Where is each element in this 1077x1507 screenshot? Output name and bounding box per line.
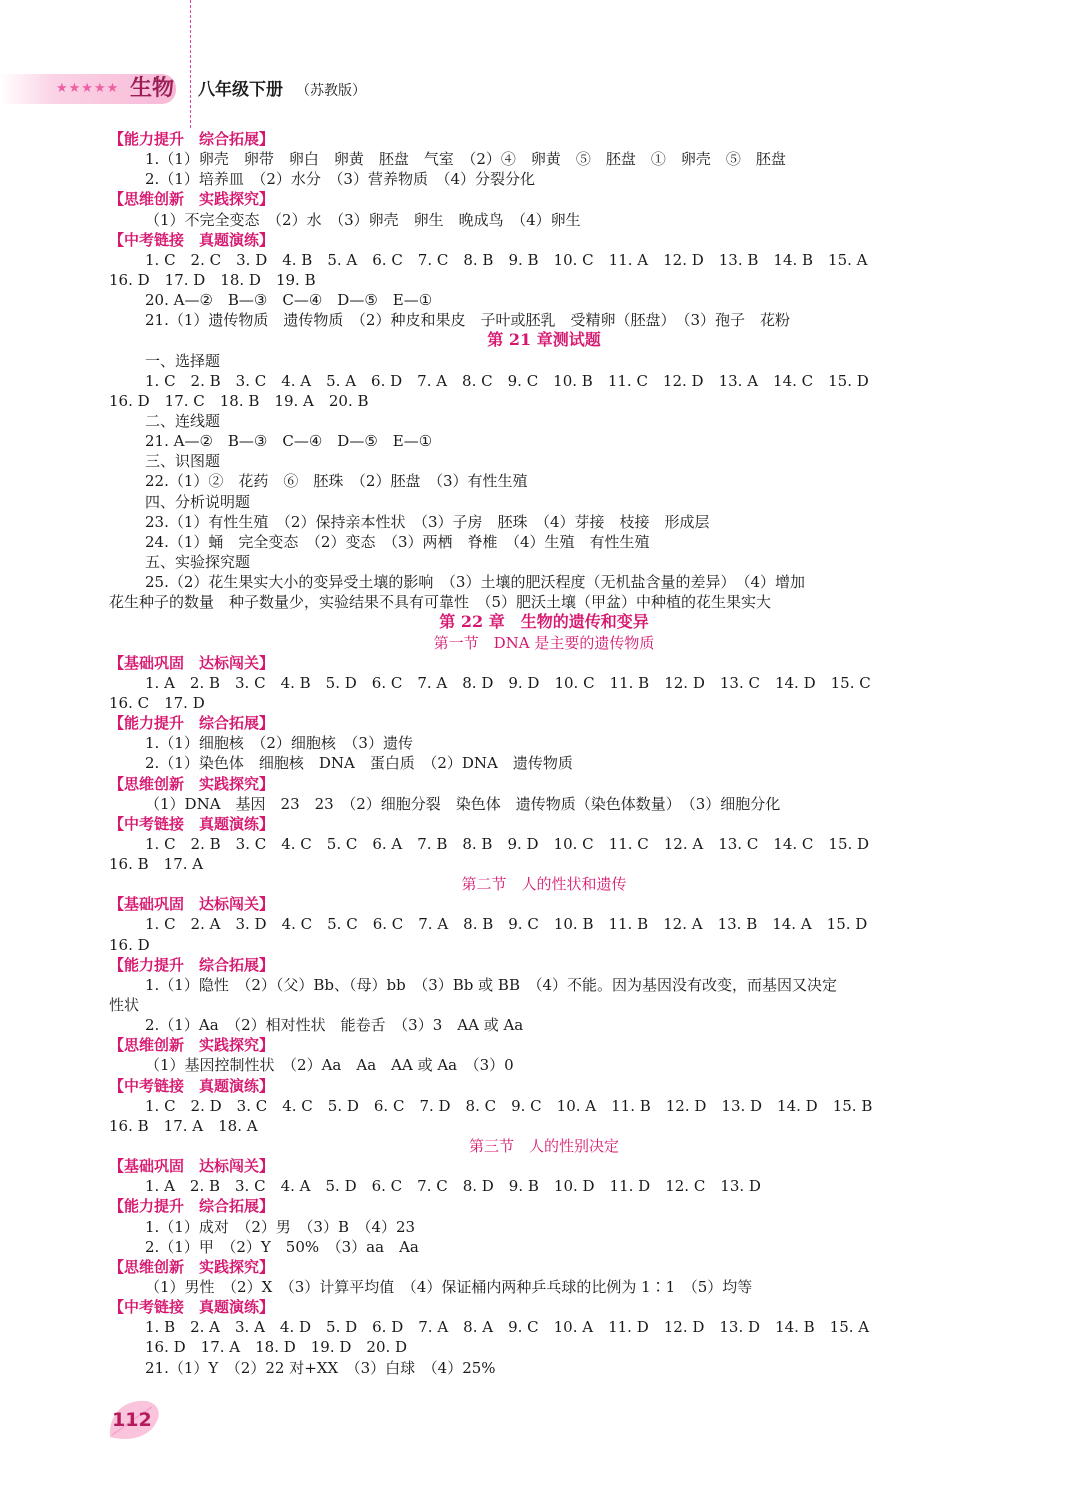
section-heading: 【能力提升 综合拓展】 <box>109 1197 275 1216</box>
answer-line: 16. D 17. A 18. D 19. D 20. D <box>145 1338 408 1357</box>
answer-line: 21. A—② B—③ C—④ D—⑤ E—① <box>145 432 433 451</box>
section-heading: 【思维创新 实践探究】 <box>109 774 275 793</box>
subchapter-title: 第二节 人的性状和遗传 <box>461 875 627 894</box>
answer-line-continued: 16. B 17. A <box>109 855 204 874</box>
answer-line: 24.（1）蛹 完全变态 （2）变态 （3）两栖 脊椎 （4）生殖 有性生殖 <box>145 532 650 551</box>
answer-line: （1）不完全变态 （2）水 （3）卵壳 卵生 晚成鸟 （4）卵生 <box>145 210 581 229</box>
section-heading: 【能力提升 综合拓展】 <box>109 130 275 148</box>
page-number: 112 <box>112 1409 152 1431</box>
answer-line: 1. C 2. D 3. C 4. C 5. D 6. C 7. D 8. C 9. C 10. A 11. B 12. D 13. D 14. D 15. B <box>145 1096 873 1115</box>
answer-line: 1. C 2. A 3. D 4. C 5. C 6. C 7. A 8. B 9. C 10. B 11. B 12. A 13. B 14. A 15. D <box>145 915 868 934</box>
section-heading: 【思维创新 实践探究】 <box>109 1257 275 1276</box>
subchapter-title: 第三节 人的性别决定 <box>468 1137 619 1156</box>
answer-line: 22.（1）② 花药 ⑥ 胚珠 （2）胚盘 （3）有性生殖 <box>145 472 528 491</box>
answer-line: 四、分析说明题 <box>145 492 251 511</box>
chapter-title: 第 21 章测试题 <box>487 330 601 350</box>
section-heading: 【中考链接 真题演练】 <box>109 230 275 249</box>
chapter-title: 第 22 章 生物的遗传和变异 <box>439 612 649 632</box>
answer-line: 1. C 2. B 3. C 4. A 5. A 6. D 7. A 8. C 9. C 10. B 11. C 12. D 13. A 14. C 15. D <box>145 371 869 390</box>
answer-line-continued: 花生种子的数量 种子数量少，实验结果不具有可靠性 （5）肥沃土壤（甲盆）中种植的花生果实大 <box>109 593 772 612</box>
answer-line: 二、连线题 <box>145 411 221 430</box>
section-heading: 【能力提升 综合拓展】 <box>109 955 275 974</box>
header-subject: 生物 <box>130 76 175 101</box>
answer-line: 1.（1）隐性 （2）（父）Bb、（母）bb （3）Bb 或 BB （4）不能。因为基因没有改变，而基因又决定 <box>145 975 838 994</box>
answer-line-continued: 16. D 17. C 18. B 19. A 20. B <box>109 391 369 410</box>
answer-line: 五、实验探究题 <box>145 552 251 571</box>
answer-line: 2.（1）培养皿 （2）水分 （3）营养物质 （4）分裂分化 <box>145 170 535 189</box>
answer-line-continued: 16. B 17. A 18. A <box>109 1116 258 1135</box>
answer-line: 23.（1）有性生殖 （2）保持亲本性状 （3）子房 胚珠 （4）芽接 枝接 形成层 <box>145 512 710 531</box>
answer-line: 1. B 2. A 3. A 4. D 5. D 6. D 7. A 8. A 9. C 10. A 11. D 12. D 13. D 14. B 15. A <box>145 1318 870 1337</box>
answer-content <box>109 129 979 1378</box>
header-edition: （苏教版） <box>296 83 366 99</box>
answer-line: 1.（1）成对 （2）男 （3）B （4）23 <box>145 1217 416 1236</box>
header-stars-icon: ★★★★★ <box>56 81 120 96</box>
header-grade: 八年级下册 <box>198 80 283 100</box>
section-heading: 【中考链接 真题演练】 <box>109 814 275 833</box>
answer-line: 1. C 2. C 3. D 4. B 5. A 6. C 7. C 8. B 9. B 10. C 11. A 12. D 13. B 14. B 15. A <box>145 250 868 269</box>
section-heading: 【思维创新 实践探究】 <box>109 190 275 209</box>
answer-line: 1. A 2. B 3. C 4. A 5. D 6. C 7. C 8. D 9. B 10. D 11. D 12. C 13. D <box>145 1177 761 1196</box>
answer-line: 21.（1）Y （2）22 对+XX （3）白球 （4）25% <box>145 1358 496 1377</box>
answer-line: 20. A—② B—③ C—④ D—⑤ E—① <box>145 291 433 310</box>
answer-line: 1.（1）卵壳 卵带 卵白 卵黄 胚盘 气室 （2）④ 卵黄 ⑤ 胚盘 ① 卵壳 ⑤ 胚盘 <box>145 150 786 169</box>
answer-line: 21.（1）遗传物质 遗传物质 （2）种皮和果皮 子叶或胚乳 受精卵（胚盘） （3）孢子 花粉 <box>145 311 790 330</box>
answer-line: 1. C 2. B 3. C 4. C 5. C 6. A 7. B 8. B 9. D 10. C 11. C 12. A 13. C 14. C 15. D <box>145 834 870 853</box>
answer-line: 一、选择题 <box>145 351 221 370</box>
answer-line: 25.（2）花生果实大小的变异受土壤的影响 （3）土壤的肥沃程度（无机盐含量的差异） （4）增加 <box>145 573 805 592</box>
answer-line: 1.（1）细胞核 （2）细胞核 （3）遗传 <box>145 734 413 753</box>
header-divider-dashed-line <box>190 0 191 128</box>
answer-line: 2.（1）甲 （2）Y 50% （3）aa Aa <box>145 1237 419 1256</box>
answer-line: 三、识图题 <box>145 452 221 471</box>
answer-line: （1）男性 （2）X （3）计算平均值 （4）保证桶内两种乒乓球的比例为 1∶1 （5）均等 <box>145 1278 753 1297</box>
section-heading: 【思维创新 实践探究】 <box>109 1036 275 1055</box>
answer-line-continued: 16. D 17. D 18. D 19. B <box>109 270 316 289</box>
answer-line: 1. A 2. B 3. C 4. B 5. D 6. C 7. A 8. D 9. D 10. C 11. B 12. D 13. C 14. D 15. C <box>145 673 871 692</box>
answer-line-continued: 性状 <box>109 996 140 1015</box>
answer-line-continued: 16. D <box>109 935 150 954</box>
answer-line: 2.（1）染色体 细胞核 DNA 蛋白质 （2）DNA 遗传物质 <box>145 754 573 773</box>
section-heading: 【中考链接 真题演练】 <box>109 1076 275 1095</box>
section-heading: 【基础巩固 达标闯关】 <box>109 895 275 914</box>
answer-line: （1）DNA 基因 23 23 （2）细胞分裂 染色体 遗传物质（染色体数量） （3）细胞分化 <box>145 794 781 813</box>
section-heading: 【能力提升 综合拓展】 <box>109 714 275 733</box>
answer-line-continued: 16. C 17. D <box>109 693 205 712</box>
answer-line: （1）基因控制性状 （2）Aa Aa AA 或 Aa （3）0 <box>145 1056 514 1075</box>
section-heading: 【中考链接 真题演练】 <box>109 1298 275 1317</box>
section-heading: 【基础巩固 达标闯关】 <box>109 653 275 672</box>
section-heading: 【基础巩固 达标闯关】 <box>109 1157 275 1176</box>
subchapter-title: 第一节 DNA 是主要的遗传物质 <box>433 633 655 652</box>
answer-line: 2.（1）Aa （2）相对性状 能卷舌 （3）3 AA 或 Aa <box>145 1016 524 1035</box>
